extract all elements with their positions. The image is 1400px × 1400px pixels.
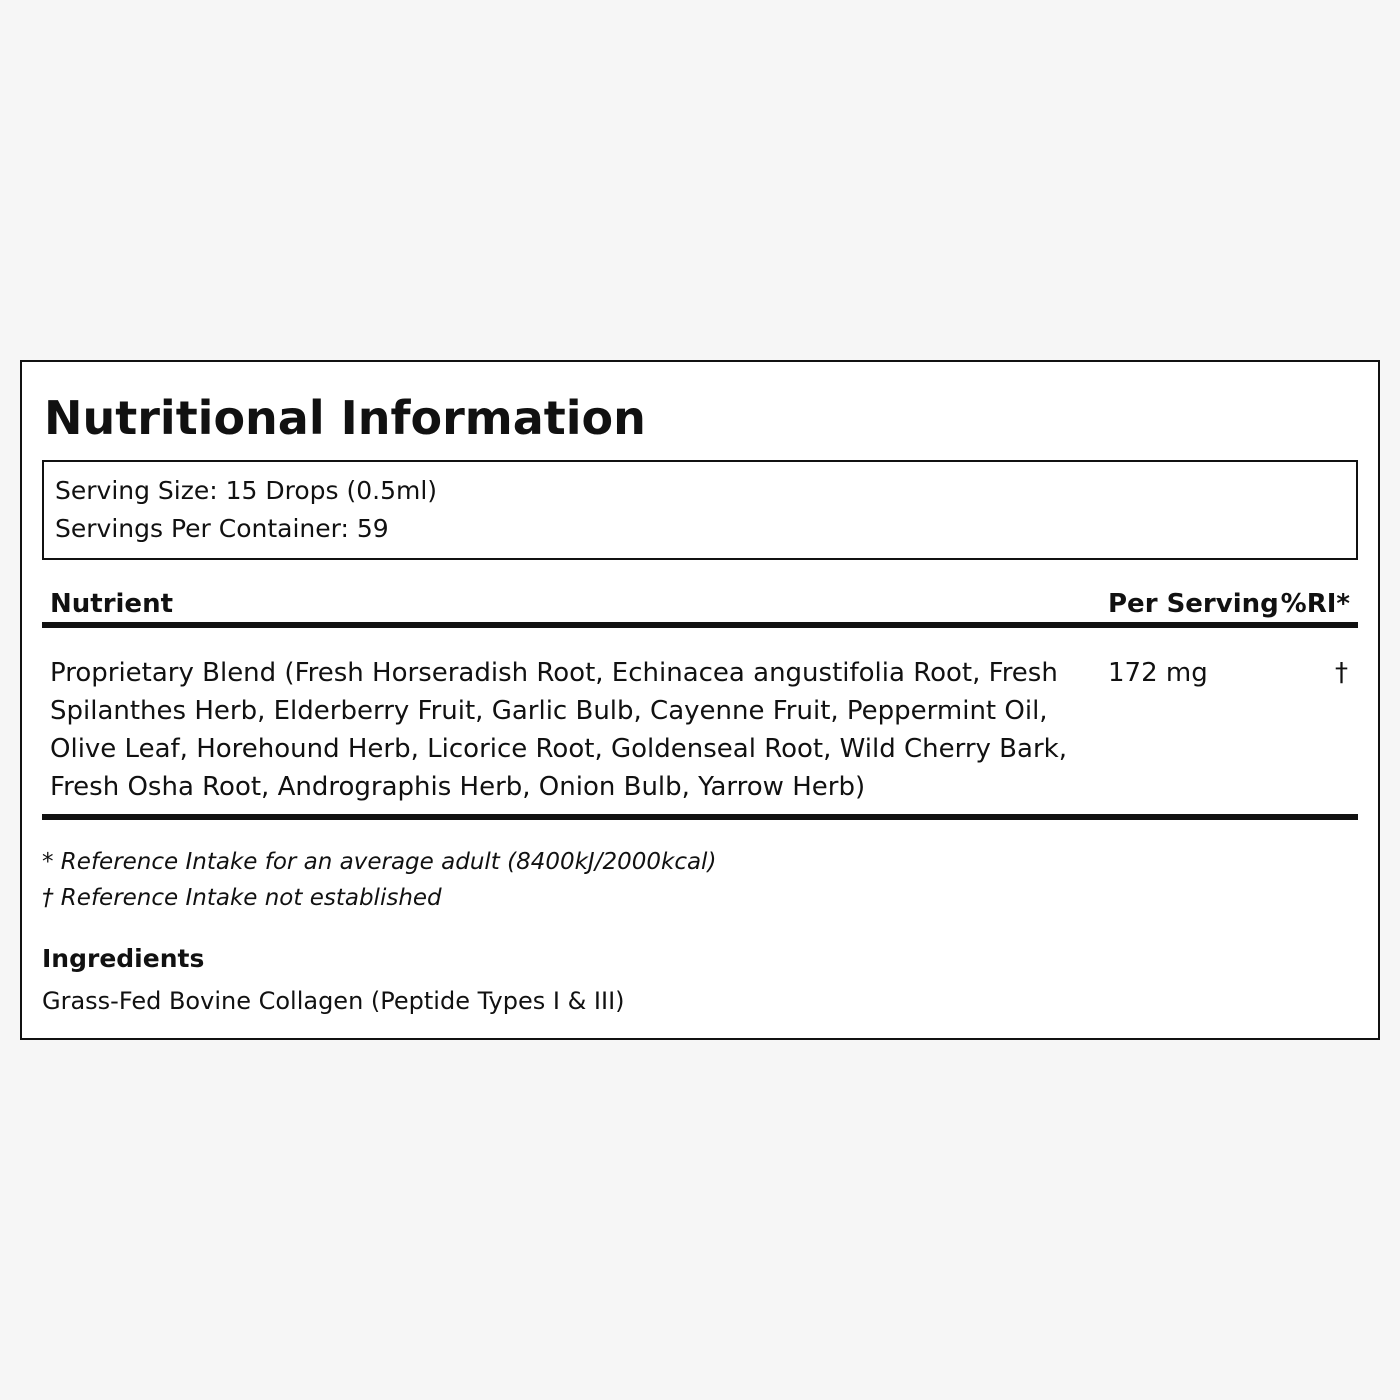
footnotes [42,844,716,916]
nutrition-label [20,360,1380,1040]
label-title: Nutritional Information [44,391,646,445]
column-header-ri: %RI* [1280,589,1350,619]
column-header-nutrient: Nutrient [50,589,174,619]
serving-size: Serving Size: 15 Drops (0.5ml) [55,476,438,505]
nutrient-name: Proprietary Blend (Fresh Horseradish Root, Echinacea angustifolia Root, Fresh Spilanthes Herb, Elderberry Fruit, Garlic Bulb, Cayenne Fruit, Peppermint Oil, Olive Leaf, Horehound Herb, Licorice Root, Goldenseal Root, Wild Cherry Bark, Fresh Osha Root, Andrographis Herb, Onion Bulb, Yarrow Herb) [50,658,1067,802]
ingredients-heading: Ingredients [42,944,205,973]
footnote-not-established: † Reference Intake not established [42,885,442,911]
serving-info-box [42,460,1358,560]
ingredients-text: Grass-Fed Bovine Collagen (Peptide Types I & III) [42,987,625,1015]
column-header-per-serving: Per Serving [1108,589,1279,619]
footnote-reference-intake: * Reference Intake for an average adult (8400kJ/2000kcal) [42,849,717,875]
nutrient-table-header [42,582,1358,628]
table-row [42,654,1358,820]
servings-per-container: Servings Per Container: 59 [55,514,389,543]
per-serving-value: 172 mg [1108,658,1208,688]
ri-value: † [1335,658,1348,688]
